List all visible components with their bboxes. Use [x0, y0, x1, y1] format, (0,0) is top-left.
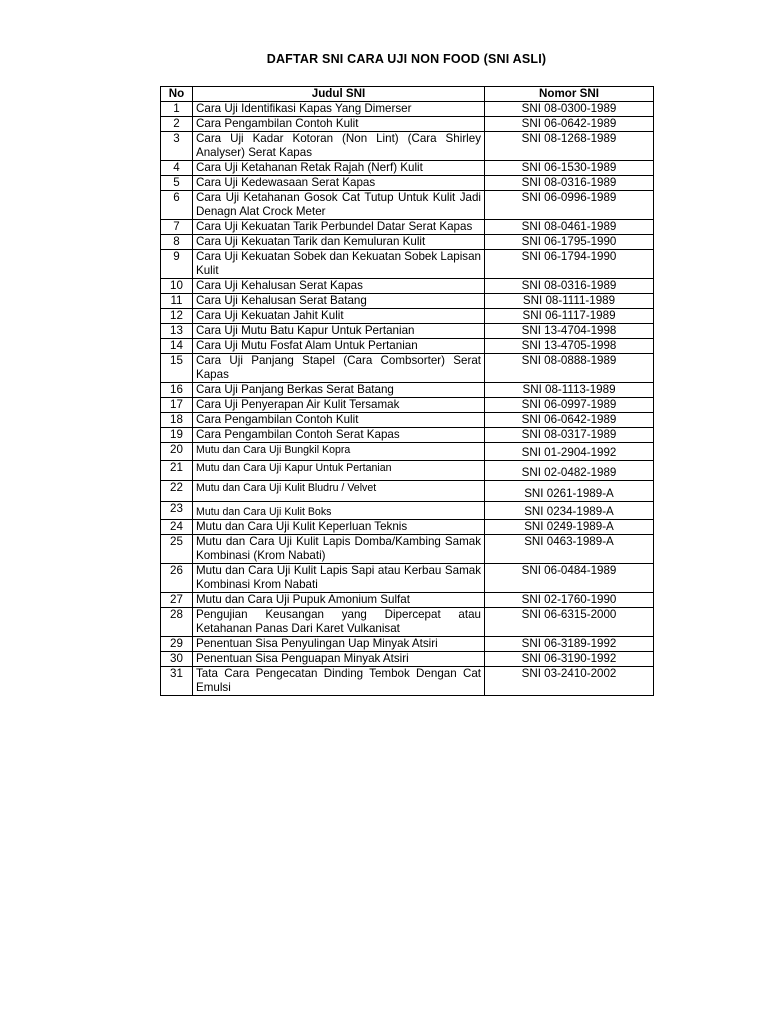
row-judul: Cara Uji Kehalusan Serat Batang [193, 294, 485, 309]
table-row [161, 608, 654, 637]
row-judul: Cara Pengambilan Contoh Kulit [193, 413, 485, 428]
row-judul: Penentuan Sisa Penyulingan Uap Minyak Atsiri [193, 637, 485, 652]
row-judul: Cara Pengambilan Contoh Serat Kapas [193, 428, 485, 443]
table-row [161, 667, 654, 696]
row-number: 28 [161, 608, 193, 637]
row-nomor: SNI 06-0484-1989 [485, 564, 654, 593]
row-number: 4 [161, 161, 193, 176]
header-nomor-sni: Nomor SNI [485, 87, 654, 102]
header-no: No [161, 87, 193, 102]
table-row [161, 117, 654, 132]
table-row [161, 279, 654, 294]
row-judul: Cara Uji Kehalusan Serat Kapas [193, 279, 485, 294]
table-row [161, 102, 654, 117]
row-number: 2 [161, 117, 193, 132]
row-nomor: SNI 08-1111-1989 [485, 294, 654, 309]
row-number: 10 [161, 279, 193, 294]
header-judul-sni: Judul SNI [193, 87, 485, 102]
row-judul: Mutu dan Cara Uji Kulit Keperluan Teknis [193, 520, 485, 535]
table-header-row [161, 87, 654, 102]
row-number: 9 [161, 250, 193, 279]
table-row [161, 354, 654, 383]
row-number: 25 [161, 535, 193, 564]
row-nomor: SNI 06-1530-1989 [485, 161, 654, 176]
document-title: DAFTAR SNI CARA UJI NON FOOD (SNI ASLI) [266, 52, 547, 66]
row-nomor: SNI 0463-1989-A [485, 535, 654, 564]
row-nomor: SNI 06-1795-1990 [485, 235, 654, 250]
table-row [161, 191, 654, 220]
row-judul: Mutu dan Cara Uji Kulit Bludru / Velvet [193, 481, 485, 502]
row-judul: Cara Uji Penyerapan Air Kulit Tersamak [193, 398, 485, 413]
row-judul: Cara Uji Identifikasi Kapas Yang Dimerser [193, 102, 485, 117]
row-number: 7 [161, 220, 193, 235]
table-row [161, 339, 654, 354]
table-row [161, 220, 654, 235]
row-nomor: SNI 08-1268-1989 [485, 132, 654, 161]
row-judul: Cara Uji Ketahanan Gosok Cat Tutup Untuk Kulit Jadi Denagn Alat Crock Meter [193, 191, 485, 220]
row-nomor: SNI 08-0316-1989 [485, 279, 654, 294]
row-number: 29 [161, 637, 193, 652]
row-number: 19 [161, 428, 193, 443]
row-nomor: SNI 06-3189-1992 [485, 637, 654, 652]
row-nomor: SNI 13-4704-1998 [485, 324, 654, 339]
row-judul: Cara Uji Mutu Batu Kapur Untuk Pertanian [193, 324, 485, 339]
row-judul: Mutu dan Cara Uji Kapur Untuk Pertanian [193, 461, 485, 481]
row-judul: Cara Uji Kekuatan Sobek dan Kekuatan Sobek Lapisan Kulit [193, 250, 485, 279]
sni-table [160, 86, 654, 696]
row-nomor: SNI 06-0997-1989 [485, 398, 654, 413]
row-judul: Mutu dan Cara Uji Kulit Boks [193, 502, 485, 520]
row-number: 27 [161, 593, 193, 608]
row-nomor: SNI 06-0996-1989 [485, 191, 654, 220]
row-judul: Mutu dan Cara Uji Bungkil Kopra [193, 443, 485, 461]
table-row [161, 502, 654, 520]
row-judul: Cara Uji Kadar Kotoran (Non Lint) (Cara Shirley Analyser) Serat Kapas [193, 132, 485, 161]
row-nomor: SNI 06-1117-1989 [485, 309, 654, 324]
row-number: 30 [161, 652, 193, 667]
table-row [161, 637, 654, 652]
row-judul: Cara Uji Panjang Berkas Serat Batang [193, 383, 485, 398]
row-number: 5 [161, 176, 193, 191]
row-nomor: SNI 0261-1989-A [485, 481, 654, 502]
row-number: 12 [161, 309, 193, 324]
table-row [161, 383, 654, 398]
row-number: 14 [161, 339, 193, 354]
row-nomor: SNI 13-4705-1998 [485, 339, 654, 354]
table-row [161, 398, 654, 413]
row-nomor: SNI 06-6315-2000 [485, 608, 654, 637]
row-nomor: SNI 0234-1989-A [485, 502, 654, 520]
table-row [161, 132, 654, 161]
row-judul: Tata Cara Pengecatan Dinding Tembok Dengan Cat Emulsi [193, 667, 485, 696]
table-row [161, 564, 654, 593]
row-nomor: SNI 08-0300-1989 [485, 102, 654, 117]
table-row [161, 428, 654, 443]
row-nomor: SNI 08-1113-1989 [485, 383, 654, 398]
table-row [161, 294, 654, 309]
row-number: 21 [161, 461, 193, 481]
table-row [161, 593, 654, 608]
row-judul: Mutu dan Cara Uji Pupuk Amonium Sulfat [193, 593, 485, 608]
row-judul: Cara Uji Kekuatan Tarik dan Kemuluran Kulit [193, 235, 485, 250]
row-nomor: SNI 08-0888-1989 [485, 354, 654, 383]
row-number: 15 [161, 354, 193, 383]
table-row [161, 309, 654, 324]
row-nomor: SNI 02-1760-1990 [485, 593, 654, 608]
row-nomor: SNI 01-2904-1992 [485, 443, 654, 461]
row-nomor: SNI 08-0317-1989 [485, 428, 654, 443]
row-judul: Cara Uji Mutu Fosfat Alam Untuk Pertanian [193, 339, 485, 354]
row-number: 11 [161, 294, 193, 309]
row-number: 16 [161, 383, 193, 398]
table-row [161, 535, 654, 564]
row-number: 13 [161, 324, 193, 339]
row-judul: Mutu dan Cara Uji Kulit Lapis Sapi atau Kerbau Samak Kombinasi Krom Nabati [193, 564, 485, 593]
row-judul: Cara Uji Kedewasaan Serat Kapas [193, 176, 485, 191]
table-row [161, 481, 654, 502]
row-nomor: SNI 0249-1989-A [485, 520, 654, 535]
row-nomor: SNI 02-0482-1989 [485, 461, 654, 481]
row-nomor: SNI 08-0316-1989 [485, 176, 654, 191]
table-row [161, 235, 654, 250]
row-judul: Cara Uji Ketahanan Retak Rajah (Nerf) Kulit [193, 161, 485, 176]
row-nomor: SNI 03-2410-2002 [485, 667, 654, 696]
row-number: 26 [161, 564, 193, 593]
row-nomor: SNI 08-0461-1989 [485, 220, 654, 235]
table-row [161, 250, 654, 279]
row-number: 20 [161, 443, 193, 461]
row-judul: Mutu dan Cara Uji Kulit Lapis Domba/Kambing Samak Kombinasi (Krom Nabati) [193, 535, 485, 564]
table-row [161, 413, 654, 428]
row-number: 24 [161, 520, 193, 535]
row-number: 23 [161, 502, 193, 520]
row-judul: Penentuan Sisa Penguapan Minyak Atsiri [193, 652, 485, 667]
table-row [161, 443, 654, 461]
table-row [161, 176, 654, 191]
row-judul: Cara Pengambilan Contoh Kulit [193, 117, 485, 132]
row-number: 18 [161, 413, 193, 428]
row-judul: Cara Uji Kekuatan Tarik Perbundel Datar Serat Kapas [193, 220, 485, 235]
row-nomor: SNI 06-3190-1992 [485, 652, 654, 667]
row-number: 6 [161, 191, 193, 220]
table-row [161, 324, 654, 339]
row-number: 17 [161, 398, 193, 413]
row-number: 1 [161, 102, 193, 117]
row-nomor: SNI 06-1794-1990 [485, 250, 654, 279]
row-nomor: SNI 06-0642-1989 [485, 413, 654, 428]
row-judul: Cara Uji Panjang Stapel (Cara Combsorter) Serat Kapas [193, 354, 485, 383]
row-number: 22 [161, 481, 193, 502]
row-number: 8 [161, 235, 193, 250]
row-judul: Pengujian Keusangan yang Dipercepat atau Ketahanan Panas Dari Karet Vulkanisat [193, 608, 485, 637]
table-row [161, 520, 654, 535]
row-number: 31 [161, 667, 193, 696]
table-row [161, 652, 654, 667]
table-row [161, 461, 654, 481]
row-nomor: SNI 06-0642-1989 [485, 117, 654, 132]
table-row [161, 161, 654, 176]
row-number: 3 [161, 132, 193, 161]
row-judul: Cara Uji Kekuatan Jahit Kulit [193, 309, 485, 324]
